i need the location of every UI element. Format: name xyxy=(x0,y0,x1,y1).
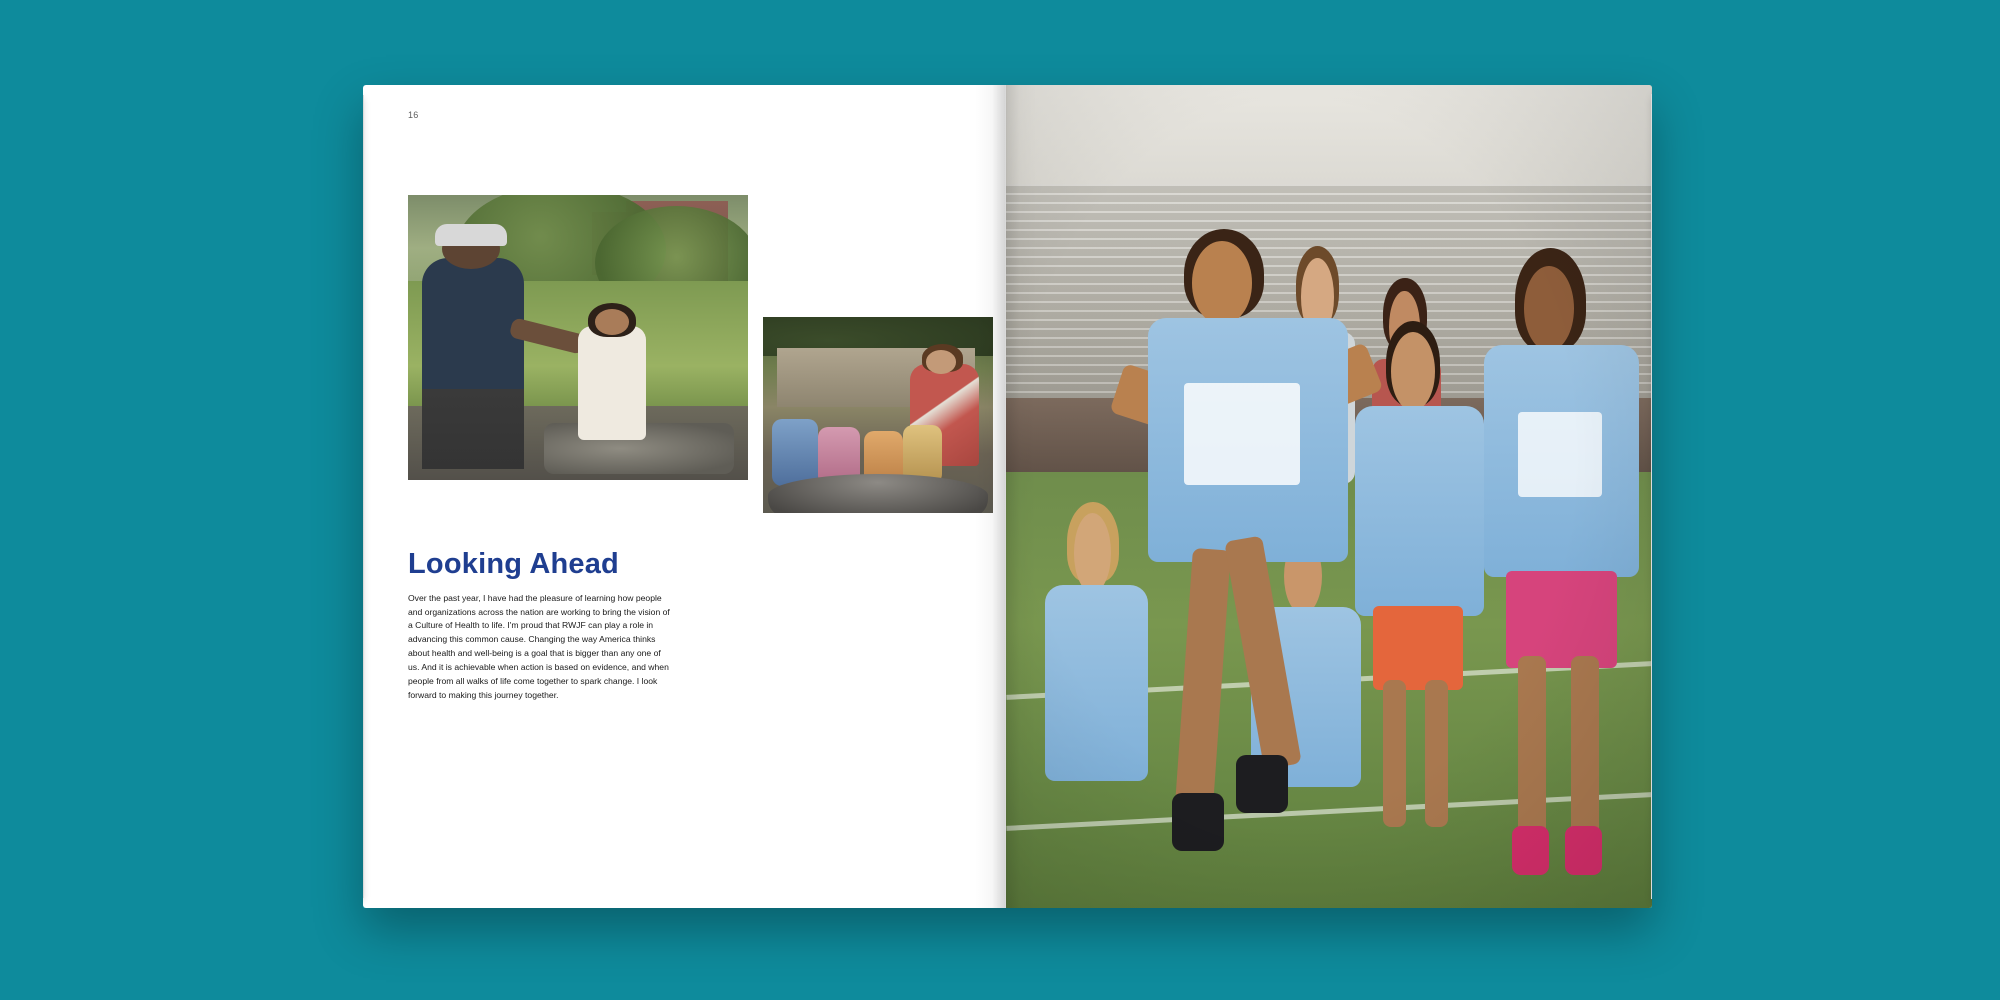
field-child-middle-shirt xyxy=(1355,406,1484,617)
field-child-foreground-leg-left xyxy=(1175,548,1231,807)
field-child-right xyxy=(1484,266,1639,875)
field-child-foreground-shirt-logo xyxy=(1184,383,1300,486)
field-child-foreground xyxy=(1148,241,1348,883)
field-child-middle-shorts xyxy=(1373,606,1463,690)
field-child-foreground-head xyxy=(1192,241,1252,324)
right-page-edge-stack xyxy=(1651,94,1652,899)
left-page-edge-stack xyxy=(363,95,364,898)
outdoors-child-1 xyxy=(772,419,818,486)
field-child-right-leg-left xyxy=(1518,656,1546,839)
body-text: Over the past year, I have had the pleasure of learning how people and organizations across the nation are working to bring the vision of a Culture of Health to life. I'm proud that RWJF can play a role in advancing this common cause. Changing the way America thinks about health and well-being is a goal that is bigger than any one of us. And it is achievable when action is based on evidence, and when people from all walks of life come together to spark change. I look forward to making this journey together. xyxy=(408,592,670,701)
community-garden-photo xyxy=(408,195,748,480)
field-child-right-shoe-left xyxy=(1512,826,1549,875)
field-child-background-left-shirt xyxy=(1045,585,1148,781)
field-child-middle-head xyxy=(1391,332,1435,411)
field-child-background-left xyxy=(1045,513,1148,875)
page-title: Looking Ahead xyxy=(408,548,619,581)
garden-man-body xyxy=(422,258,524,469)
garden-woman-head xyxy=(595,309,629,335)
garden-woman-body xyxy=(578,326,646,440)
outdoors-woman-head xyxy=(926,350,956,374)
field-child-right-shoe-right xyxy=(1565,826,1602,875)
field-child-right-head xyxy=(1524,266,1574,351)
garden-man-cap xyxy=(435,224,506,247)
magazine-spread xyxy=(363,85,1652,908)
field-child-right-shorts xyxy=(1506,571,1618,668)
field-child-middle xyxy=(1355,332,1484,859)
field-child-foreground-shoe-left xyxy=(1172,793,1224,851)
field-child-right-leg-right xyxy=(1571,656,1599,839)
left-page xyxy=(363,85,1006,908)
field-child-middle-leg-right xyxy=(1425,680,1448,827)
right-page xyxy=(1006,85,1652,908)
page-number: 16 xyxy=(408,110,419,120)
field-child-foreground-leg-right xyxy=(1224,535,1302,769)
field-child-foreground-shoe-right xyxy=(1236,755,1288,813)
children-outdoors-photo xyxy=(763,317,993,513)
field-child-middle-leg-left xyxy=(1383,680,1406,827)
field-child-background-left-head xyxy=(1074,513,1111,593)
outdoors-tire-planter xyxy=(768,474,989,513)
field-child-right-shirt-logo xyxy=(1518,412,1602,497)
kids-running-field-photo xyxy=(1006,85,1652,908)
